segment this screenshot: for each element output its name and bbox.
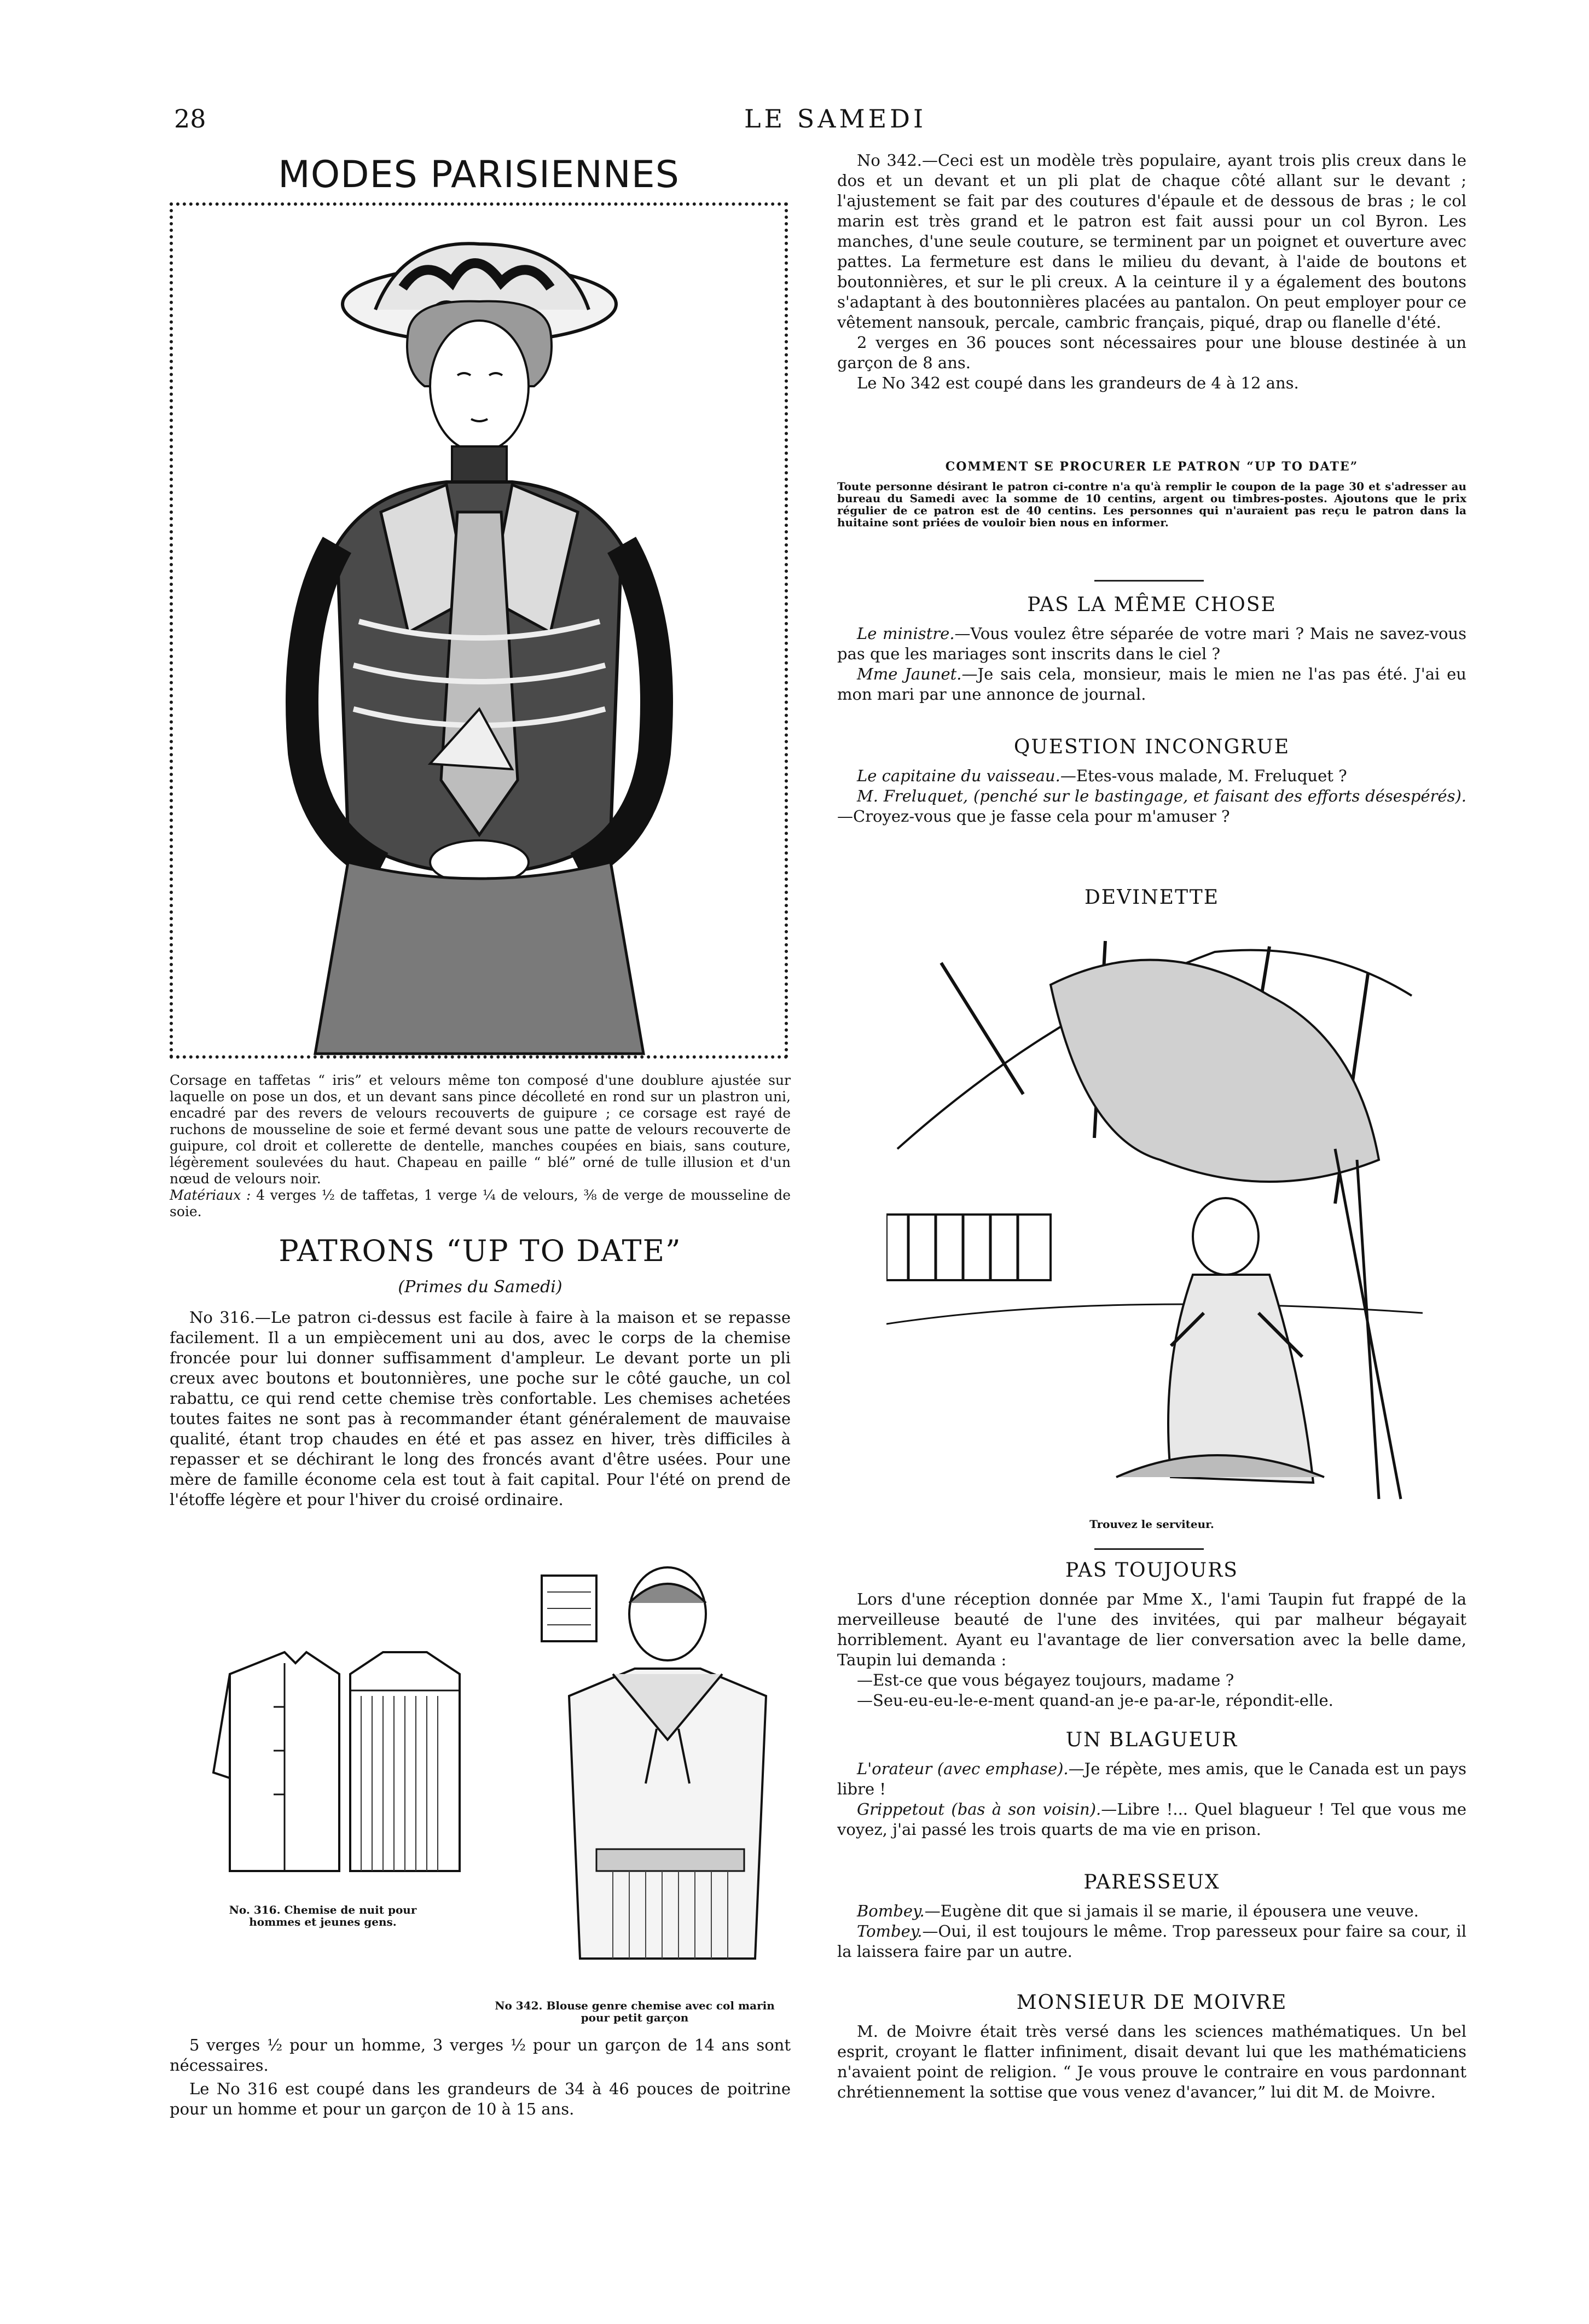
pas-meme-body <box>837 624 1466 705</box>
coupe-316: Le No 316 est coupé dans les grandeurs de 34 à 46 pouces de poitrine pour un homme et pour un garçon de 10 à 15 ans. <box>170 2079 791 2118</box>
verges-342: 2 verges en 36 pouces sont nécessaires pour une blouse destinée à un garçon de 8 ans. <box>837 333 1466 372</box>
pas-toujours-answer: —Seu-eu-eu-le-e-ment quand-an je-e pa-ar-le, répondit-elle. <box>857 1691 1333 1710</box>
paresseux-body <box>837 1901 1466 1962</box>
pas-toujours-title: PAS TOUJOURS <box>1065 1559 1238 1582</box>
blagueur-line2: —Libre !... Quel blagueur ! Tel que vous me voyez, j'ai passé les trois quarts de ma vie en prison. <box>837 1800 1466 1839</box>
pas-meme-title: PAS LA MÊME CHOSE <box>1027 594 1277 616</box>
divider <box>1094 1548 1204 1550</box>
verges-316: 5 verges ½ pour un homme, 3 verges ½ pour un garçon de 14 ans sont nécessaires. <box>170 2036 791 2075</box>
question-speaker1: Le capitaine du vaisseau. <box>857 766 1060 785</box>
primes-subtitle: (Primes du Samedi) <box>398 1277 562 1297</box>
corsage-description: Corsage en taffetas “ iris” et velours même ton composé d'une doublure ajustée sur laquelle on pose un dos, et un devant sans pince décolleté en rond sur un plastron uni, encadré par des revers de velours recouverts de guipure ; ce corsage est rayé de ruchons de mousseline de soie et fermé devant sous une patte de velours recouverte de guipure, col droit et collerette de dentelle, manches coupées en biais, sans couture, légèrement soulevées du haut. Chapeau en paille “ blé” orné de tulle illusion et d'un nœud de velours noir. <box>170 1072 791 1187</box>
paresseux-title: PARESSEUX <box>1083 1871 1220 1893</box>
question-speaker2: M. Freluquet, (penché sur le bastingage, et faisant des efforts désespérés). <box>857 787 1466 805</box>
blagueur-speaker2: Grippetout (bas à son voisin). <box>857 1800 1101 1818</box>
fig316-caption: No. 316. Chemise de nuit pour hommes et jeunes gens. <box>229 1903 417 1928</box>
moivre-text: M. de Moivre était très versé dans les sciences mathématiques. Un bel esprit, croyant le flatter infiniment, disait devant lui que les mathématiciens n'avaient point de religion. “ Je vous prouve le contraire en vous pardonnant chrétiennement la sottise que vous venez d'avancer,” lui dit M. de Moivre. <box>837 2022 1466 2101</box>
page-number: 28 <box>174 104 206 133</box>
blagueur-line1: —Je répète, mes amis, que le Canada est un pays libre ! <box>837 1759 1466 1798</box>
pas-toujours-body <box>837 1589 1466 1711</box>
paresseux-speaker2: Tombey. <box>857 1922 923 1940</box>
pas-meme-line1: —Vous voulez être séparée de votre mari ? Mais ne savez-vous pas que les mariages sont inscrits dans le ciel ? <box>837 624 1466 663</box>
pas-toujours-question: —Est-ce que vous bégayez toujours, madame ? <box>857 1671 1234 1689</box>
right-column-top <box>837 150 1466 393</box>
fashion-illustration-frame <box>170 202 788 1059</box>
materiaux-label: Matériaux : <box>170 1187 251 1203</box>
comment-procurer-text: Toute personne désirant le patron ci-contre n'a qu'à remplir le coupon de la page 30 et s'adresser au bureau du Samedi avec la somme de 10 centins, argent ou timbres-postes. Ajoutons que le prix régulier de ce patron est de 40 centins. Les personnes qui n'auraient pas reçu le patron dans la huitaine sont priées de vouloir bien nous en informer. <box>837 480 1466 529</box>
boy-blouse-illustration <box>536 1565 788 1991</box>
pas-meme-speaker1: Le ministre. <box>857 624 955 643</box>
blagueur-body <box>837 1759 1466 1840</box>
comment-procurer-title: COMMENT SE PROCURER LE PATRON “UP TO DATE” <box>945 460 1359 474</box>
question-title: QUESTION INCONGRUE <box>1013 736 1290 758</box>
pas-meme-line2: —Je sais cela, monsieur, mais le mien ne l'as pas été. J'ai eu mon mari par une annonce de journal. <box>837 665 1466 704</box>
moivre-title: MONSIEUR DE MOIVRE <box>1016 1991 1288 2014</box>
question-line2: —Croyez-vous que je fasse cela pour m'amuser ? <box>837 807 1230 826</box>
modes-parisiennes-title: MODES PARISIENNES <box>278 153 680 196</box>
devinette-caption: Trouvez le serviteur. <box>1089 1518 1214 1531</box>
paresseux-line1: —Eugène dit que si jamais il se marie, il épousera une veuve. <box>924 1902 1419 1920</box>
materiaux-text: 4 verges ½ de taffetas, 1 verge ¼ de velours, ⅜ de verge de mousseline de soie. <box>170 1187 791 1219</box>
question-line1: —Etes-vous malade, M. Freluquet ? <box>1060 766 1347 785</box>
blagueur-title: UN BLAGUEUR <box>1065 1729 1238 1751</box>
pas-toujours-text: Lors d'une réception donnée par Mme X., l'ami Taupin fut frappé de la merveilleuse beauté de l'une des invitées, qui par malheur bégayait horriblement. Ayant eu l'avantage de lier conversation avec la belle dame, Taupin lui demanda : <box>837 1590 1466 1669</box>
coupe-342: Le No 342 est coupé dans les grandeurs de 4 à 12 ans. <box>857 374 1299 392</box>
devinette-title: DEVINETTE <box>1084 886 1220 909</box>
woman-corsage-illustration <box>173 206 785 1055</box>
nightshirt-illustration <box>208 1641 471 1893</box>
paresseux-speaker1: Bombey. <box>857 1902 925 1920</box>
pas-meme-speaker2: Mme Jaunet. <box>857 665 962 683</box>
devinette-puzzle-illustration <box>886 930 1423 1504</box>
corsage-caption <box>170 1072 791 1220</box>
divider <box>1094 580 1204 582</box>
no342-description: No 342.—Ceci est un modèle très populaire, ayant trois plis creux dans le dos et un devant et un pli plat de chaque côté allant sur le devant ; l'ajustement se fait par des coutures d'épaule et de dessous de bras ; le col marin est très grand et le patron est fait aussi pour un col Byron. Les manches, d'une seule couture, se terminent par un poignet et ouverture avec pattes. La fermeture est dans le milieu du devant, à l'aide de boutons et boutonnières, et sur le pli creux. A la ceinture il y a également des boutons s'adaptant à des boutonnières placées au pantalon. On peut employer pour ce vêtement nansouk, percale, cambric français, piqué, drap ou flanelle d'été. <box>837 151 1466 332</box>
question-body <box>837 766 1466 827</box>
newspaper-title: LE SAMEDI <box>744 104 927 133</box>
no316-description: No 316.—Le patron ci-dessus est facile à faire à la maison et se repasse facilement. Il a un empiècement uni au dos, avec le corps de la chemise froncée pour lui donner suffisamment d'ampleur. Le devant porte un pli creux avec boutons et boutonnières, une poche sur le côté gauche, un col rabattu, ce qui rend cette chemise très confortable. Les chemises achetées toutes faites ne sont pas à recommander étant généralement de mauvaise qualité, étant trop chaudes en été et pas assez en hiver, très difficiles à repasser et se déchirant le long des froncés avant d'être usées. Pour une mère de famille économe cela est tout à fait capital. Pour l'été on prend de l'étoffe légère et pour l'hiver du croisé ordinaire. <box>170 1308 791 1509</box>
fig342-caption: No 342. Blouse genre chemise avec col marin pour petit garçon <box>495 1999 775 2024</box>
blagueur-speaker1: L'orateur (avec emphase). <box>857 1759 1069 1778</box>
patrons-title: PATRONS “UP TO DATE” <box>279 1234 682 1268</box>
paresseux-line2: —Oui, il est toujours le même. Trop paresseux pour faire sa cour, il la laissera faire par un autre. <box>837 1922 1466 1961</box>
